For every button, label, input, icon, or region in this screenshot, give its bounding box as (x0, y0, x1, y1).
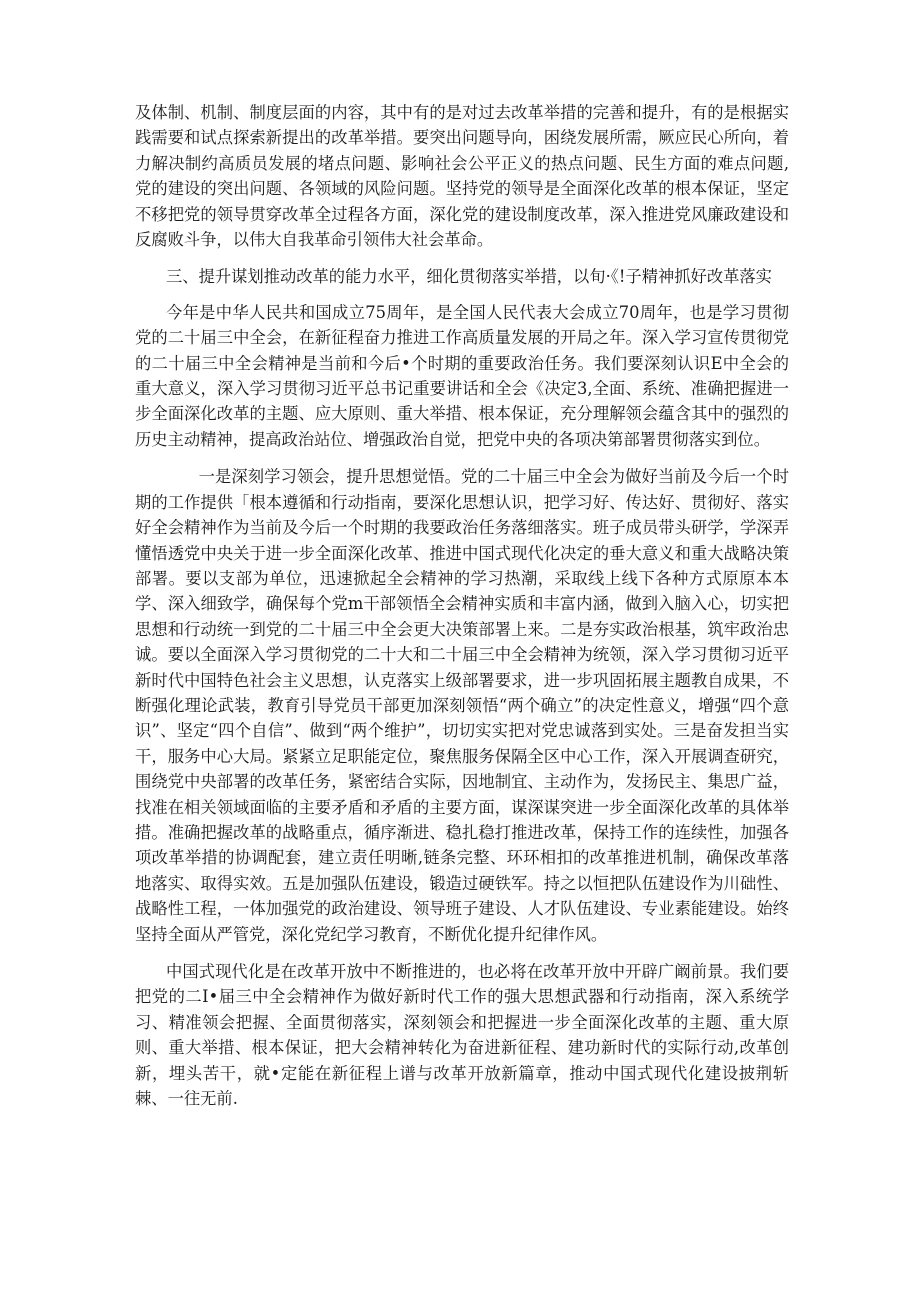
paragraph-continuation: 及体制、机制、制度层面的内容，其中有的是对过去改革举措的完善和提升，有的是根据实践需要和试点探索新提出的改革举措。要突出问题导向，困绕发展所需，厥应民心所向，着力解决制约高质员发展的堵点问题、影响社会公平正义的热点问题、民生方面的难点问题,党的建设的突出问题、各领域的风险问题。坚持党的领导是全面深化改革的根本保证，坚定不移把党的领导贯穿改革全过程各方面，深化党的建设制度改革，深入推进党风廉政建设和反腐败斗争，以伟大自我革命引领伟大社会革命。 (135, 103, 789, 250)
section-heading: 三、提升谋划推动改革的能力水平，细化贯彻落实举措，以旬·《!子精神抓好改革落实 (165, 267, 772, 287)
paragraph-measures: 一是深刻学习领会，提升思想觉悟。党的二十届三中全会为做好当前及今后一个时期的工作提供「根本遵循和行动指南，要深化思想认识，把学习好、传达好、贯彻好、落实好全会精神作为当前及今后一个时期的我要政治任务落细落实。班子成员带头研学，学深弄懂悟透党中央关于进一步全面深化改革、推进中国式现代化决定的垂大意义和重大战略决策部署。要以支部为单位，迅速掀起全会精神的学习热潮，采取线上线下各种方式原原本本学、深入细致学，确保每个党m干部领悟全会精神实质和丰富内涵，做到入脑入心，切实把思想和行动统一到党的二十届三中全会更大决策部署上来。二是夯实政治根基，筑牢政治忠诚。要以全面深入学习贯彻党的二十大和二十届三中全会精神为统领，深入学习贯彻习近平新时代中国特色社会主义思想，认克落实上级部署要求，进一步巩固拓展主题教自成果，不断强化理论武装，教育引导党员干部更加深刻领悟“两个确立”的决定性意义，增强“四个意识”、坚定“四个自信”、做到“两个维护”，切切实实把对党忠诚落到实处。三是奋发担当实干，服务中心大局。紧紧立足职能定位，聚焦服务保隔全区中心工作，深入开展调查研究，围绕党中央部署的改革任务，紧密结合实际，因地制宜、主动作为，发扬民主、集思广益，找准在相关领域面临的主要矛盾和矛盾的主要方面，谋深谋突进一步全面深化改革的具体举措。准确把握改革的战略重点，循序渐进、稳扎稳打推进改革，保持工作的连续性，加强各项改革举措的协调配套，建立责任明晰,链条完整、环环相扣的改革推进机制，确保改革落地落实、取得实效。五是加强队伍建设，锻造过硬铁军。持之以恒把队伍建设作为川础性、战略性工程，一体加强党的政治建设、领导班子建设、人才队伍建设、专业素能建设。始终坚持全面从严管党，深化党纪学习教育，不断优化提升纪律作风。 (135, 467, 789, 944)
paragraph-conclusion: 中国式现代化是在改革开放中不断推进的，也必将在改革开放中开辟广阚前景。我们要把党的二I•届三中全会精神作为做好新时代工作的强大思想武器和行动指南，深入系统学习、精准领会把握、全面贯彻落实，深刻领会和把握进一步全面深化改革的主题、重大原则、重大举措、根本保证，把大会精神转化为奋进新征程、建功新时代的实际行动,改革创新，埋头苦干，就•定能在新征程上谱与改革开放新篇章，推动中国式现代化建设披荆斩棘、一往无前. (135, 962, 789, 1109)
document-page (135, 100, 789, 1123)
paragraph-intro: 今年是中华人民共和国成立75周年，是全国人民代表大会成立70周年，也是学习贯彻党的二十届三中全会，在新征程奋力推进工作高质量发展的开局之年。深入学习宣传贯彻党的二十届三中全会精神是当前和今后•个时期的重要政治任务。我们要深刻认识E中全会的重大意义，深入学习贯彻习近平总书记重要讲话和全会《决定3,全面、系统、准确把握进一步全面深化改革的主题、应大原则、重大举措、根本保证，充分理解领会蕴含其中的强烈的历史主动精神，提高政治站位、增强政治自觉，把党中央的各项决第部署贯彻落实到位。 (135, 302, 789, 449)
